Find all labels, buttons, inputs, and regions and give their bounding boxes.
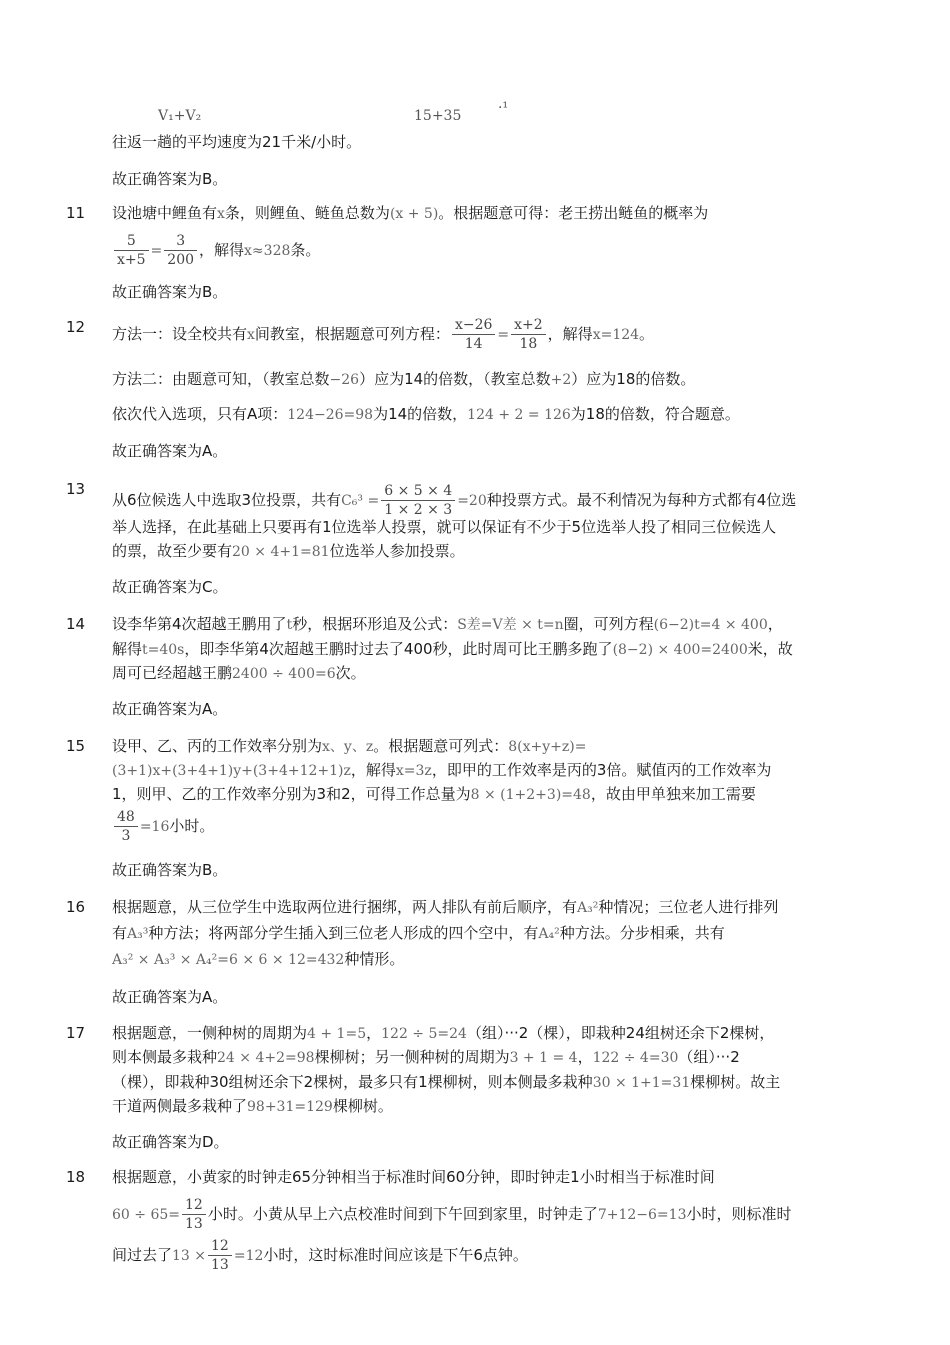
q14-answer: 故正确答案为A。 <box>112 700 228 718</box>
q16-answer: 故正确答案为A。 <box>112 988 228 1006</box>
q16-line2: 有A₃³种方法；将两部分学生插入到三位老人形成的四个空中，有A₄²种方法。分步相乘，共有 <box>112 924 725 942</box>
q17-number: 17 <box>66 1024 86 1042</box>
q11-line1: 设池塘中鲤鱼有x条，则鲤鱼、鲢鱼总数为(x + 5)。根据题意可得：老王捞出鲢鱼的概率为 <box>112 204 709 222</box>
q17-line4: 干道两侧最多栽种了98+31=129棵柳树。 <box>112 1097 393 1115</box>
q14-number: 14 <box>66 615 86 633</box>
q18-line2: 60 ÷ 65= $\frac{12}{13}$ 小时。小黄从早上六点校准时间到下午回到家里，时钟走了7+12−6=13小时，则标准时 <box>112 1197 792 1232</box>
q17-answer: 故正确答案为D。 <box>112 1133 229 1151</box>
q12-line2: 方法二：由题意可知，（教室总数−26）应为14的倍数，（教室总数+2）应为18的倍数。 <box>112 370 696 388</box>
q10-answer: 故正确答案为B。 <box>112 170 228 188</box>
q15-line3: 1，则甲、乙的工作效率分别为3和2，可得工作总量为8 × (1+2+3)=48，故由甲单独来加工需要 <box>112 785 756 803</box>
q18-line1: 根据题意，小黄家的时钟走65分钟相当于标准时间60分钟，即时钟走1小时相当于标准时间 <box>112 1168 715 1186</box>
q14-line2: 解得t=40s，即李华第4次超越王鹏时过去了400秒，此时周可比王鹏多跑了(8−2) × 400=2400米，故 <box>112 640 793 658</box>
q13-line1: 从6位候选人中选取3位投票，共有C₆³ = $\frac{6 \times 5 \times 4}{1 \times 2 \times 3}$ =20种投票方式。最不利情况为每种方式都有4位选 <box>112 483 797 518</box>
q13-number: 13 <box>66 480 86 498</box>
top-formula-fragment-mid: 15+35 <box>414 108 462 124</box>
top-formula-fragment-right: ·¹ <box>498 100 509 116</box>
q12-number: 12 <box>66 318 86 336</box>
top-formula-fragment-left: V₁+V₂ <box>158 108 202 124</box>
q12-answer: 故正确答案为A。 <box>112 442 228 460</box>
q12-fraction-2: $\frac{x+2}{18}$ <box>511 316 546 353</box>
q15-line2: (3+1)x+(3+4+1)y+(3+4+12+1)z，解得x=3z，即甲的工作效率是丙的3倍。赋值丙的工作效率为 <box>112 761 772 779</box>
q14-line1: 设李华第4次超越王鹏用了t秒，根据环形追及公式：S差=V差 × t=n圈，可列方程(6−2)t=4 × 400， <box>112 615 783 633</box>
q15-answer: 故正确答案为B。 <box>112 861 228 879</box>
q12-line1: 方法一：设全校共有x间教室，根据题意可列方程： $\frac{x-26}{14}$ = $\frac{x+2}{18}$ ，解得x=124。 <box>112 317 655 352</box>
q15-line1: 设甲、乙、丙的工作效率分别为x、y、z。根据题意可列式：8(x+y+z)= <box>112 737 587 755</box>
q17-line3: （棵），即栽种30组树还余下2棵树，最多只有1棵柳树，则本侧最多栽种30 × 1+1=31棵柳树。故主 <box>112 1073 781 1091</box>
q14-line3: 周可已经超越王鹏2400 ÷ 400=6次。 <box>112 664 366 682</box>
q13-line2: 举人选择，在此基础上只要再有1位选举人投票，就可以保证有不少于5位选举人投了相同三位候选人 <box>112 518 777 536</box>
q17-line2: 则本侧最多栽种24 × 4+2=98棵柳树；另一侧种树的周期为3 + 1 = 4，122 ÷ 4=30（组）···2 <box>112 1048 740 1066</box>
q11-fraction-2: $\frac{3}{200}$ <box>164 232 197 269</box>
q18-fraction-1: $\frac{12}{13}$ <box>182 1196 206 1233</box>
q15-fraction: $\frac{48}{3}$ <box>114 808 138 845</box>
q13-fraction: $\frac{6 \times 5 \times 4}{1 \times 2 \times 3}$ <box>381 482 455 519</box>
q16-line3: A₃² × A₃³ × A₄²=6 × 6 × 12=432种情形。 <box>112 950 405 968</box>
q18-line3: 间过去了13 × $\frac{12}{13}$ =12小时，这时标准时间应该是下午6点钟。 <box>112 1238 528 1273</box>
q11-fraction-1: $\frac{5}{x+5}$ <box>114 232 149 269</box>
q11-line2: $\frac{5}{x+5}$ = $\frac{3}{200}$ ，解得x≈328条。 <box>112 232 320 269</box>
q12-fraction-1: $\frac{x-26}{14}$ <box>452 316 495 353</box>
q15-line4: $\frac{48}{3}$ =16小时。 <box>112 808 214 845</box>
q13-line3: 的票，故至少要有20 × 4+1=81位选举人参加投票。 <box>112 542 465 560</box>
q13-answer: 故正确答案为C。 <box>112 578 228 596</box>
q17-line1: 根据题意，一侧种树的周期为4 + 1=5，122 ÷ 5=24（组）···2（棵），即栽种24组树还余下2棵树， <box>112 1024 775 1042</box>
q18-number: 18 <box>66 1168 86 1186</box>
q10-text: 往返一趟的平均速度为21千米/小时。 <box>112 133 362 151</box>
q15-number: 15 <box>66 737 86 755</box>
q16-number: 16 <box>66 898 86 916</box>
q16-line1: 根据题意，从三位学生中选取两位进行捆绑，两人排队有前后顺序，有A₃²种情况；三位老人进行排列 <box>112 898 779 916</box>
q12-line3: 依次代入选项，只有A项：124−26=98为14的倍数，124 + 2 = 126为18的倍数，符合题意。 <box>112 405 740 423</box>
q11-number: 11 <box>66 204 86 222</box>
q18-fraction-2: $\frac{12}{13}$ <box>208 1237 232 1274</box>
q11-answer: 故正确答案为B。 <box>112 283 228 301</box>
